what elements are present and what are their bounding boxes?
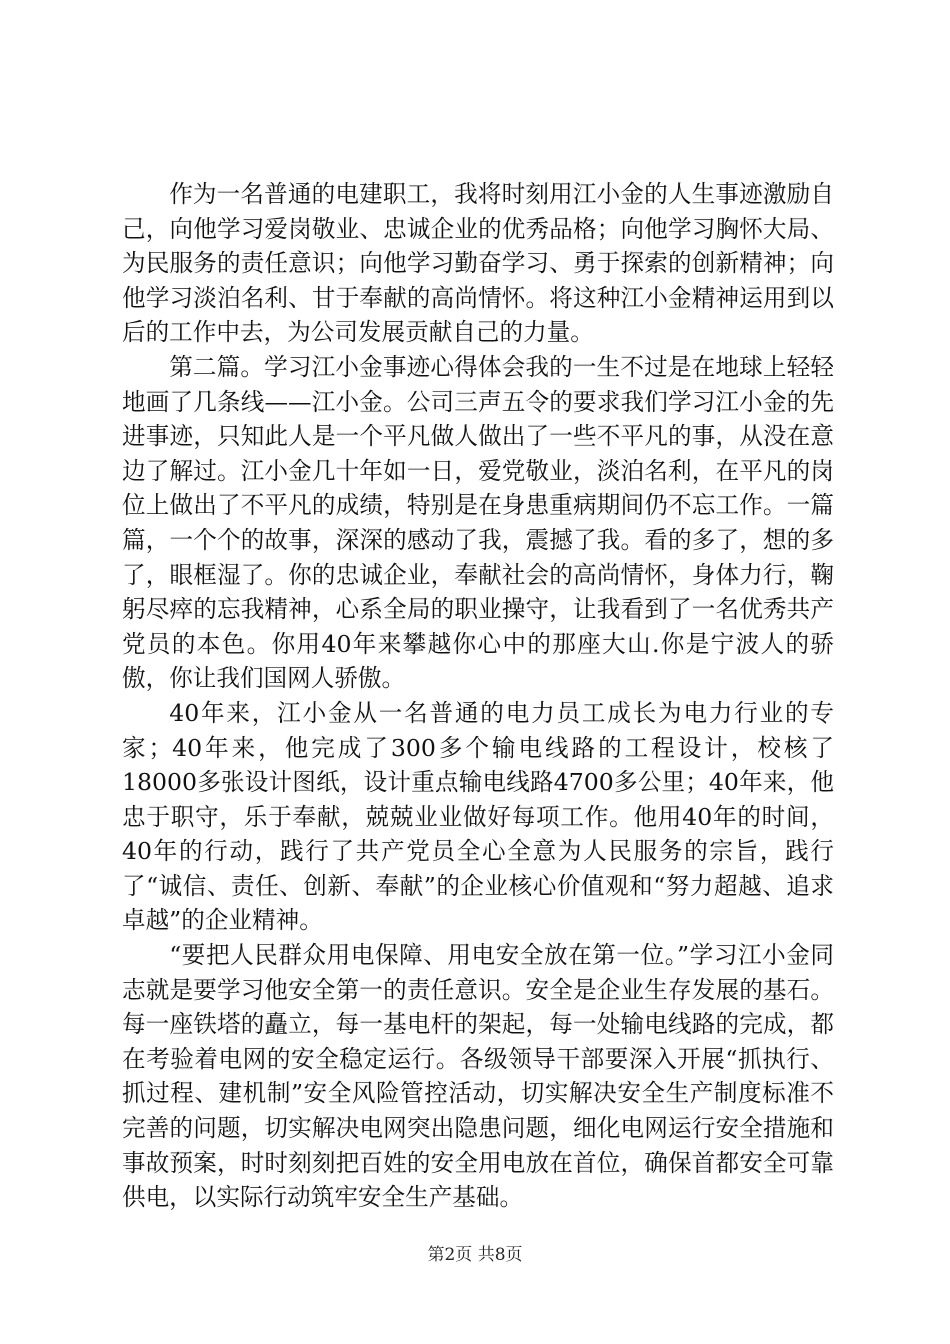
document-body [122, 177, 834, 1215]
paragraph-1: 作为一名普通的电建职工，我将时刻用江小金的人生事迹激励自己，向他学习爱岗敬业、忠诚企业的优秀品格；向他学习胸怀大局、为民服务的责任意识；向他学习勤奋学习、勇于探索的创新精神；向他学习淡泊名利、甘于奉献的高尚情怀。将这种江小金精神运用到以后的工作中去，为公司发展贡献自己的力量。 [122, 180, 834, 347]
paragraph-2: 第二篇。学习江小金事迹心得体会我的一生不过是在地球上轻轻地画了几条线——江小金。公司三声五令的要求我们学习江小金的先进事迹，只知此人是一个平凡做人做出了一些不平凡的事，从没在意边了解过。江小金几十年如一日，爱党敬业，淡泊名利，在平凡的岗位上做出了不平凡的成绩，特别是在身患重病期间仍不忘工作。一篇篇，一个个的故事，深深的感动了我，震撼了我。看的多了，想的多了，眼框湿了。你的忠诚企业，奉献社会的高尚情怀，身体力行，鞠躬尽瘁的忘我精神，心系全局的职业操守，让我看到了一名优秀共产党员的本色。你用40年来攀越你心中的那座大山.你是宁波人的骄傲，你让我们国网人骄傲。 [122, 352, 834, 693]
page-number-footer: 第2页 共8页 [427, 1245, 523, 1265]
paragraph-3: 40年来，江小金从一名普通的电力员工成长为电力行业的专家；40年来，他完成了300多个输电线路的工程设计，校核了18000多张设计图纸，设计重点输电线路4700多公里；40年来，他忠于职守，乐于奉献，兢兢业业做好每项工作。他用40年的时间，40年的行动，践行了共产党员全心全意为人民服务的宗旨，践行了“诚信、责任、创新、奉献”的企业核心价值观和“努力超越、追求卓越”的企业精神。 [122, 698, 834, 935]
paragraph-4: “要把人民群众用电保障、用电安全放在第一位。”学习江小金同志就是要学习他安全第一的责任意识。安全是企业生存发展的基石。每一座铁塔的矗立，每一基电杆的架起，每一处输电线路的完成，都在考验着电网的安全稳定运行。各级领导干部要深入开展“抓执行、抓过程、建机制”安全风险管控活动，切实解决安全生产制度标准不完善的问题，切实解决电网突出隐患问题，细化电网运行安全措施和事故预案，时时刻刻把百姓的安全用电放在首位，确保首都安全可靠供电，以实际行动筑牢安全生产基础。 [122, 941, 834, 1212]
